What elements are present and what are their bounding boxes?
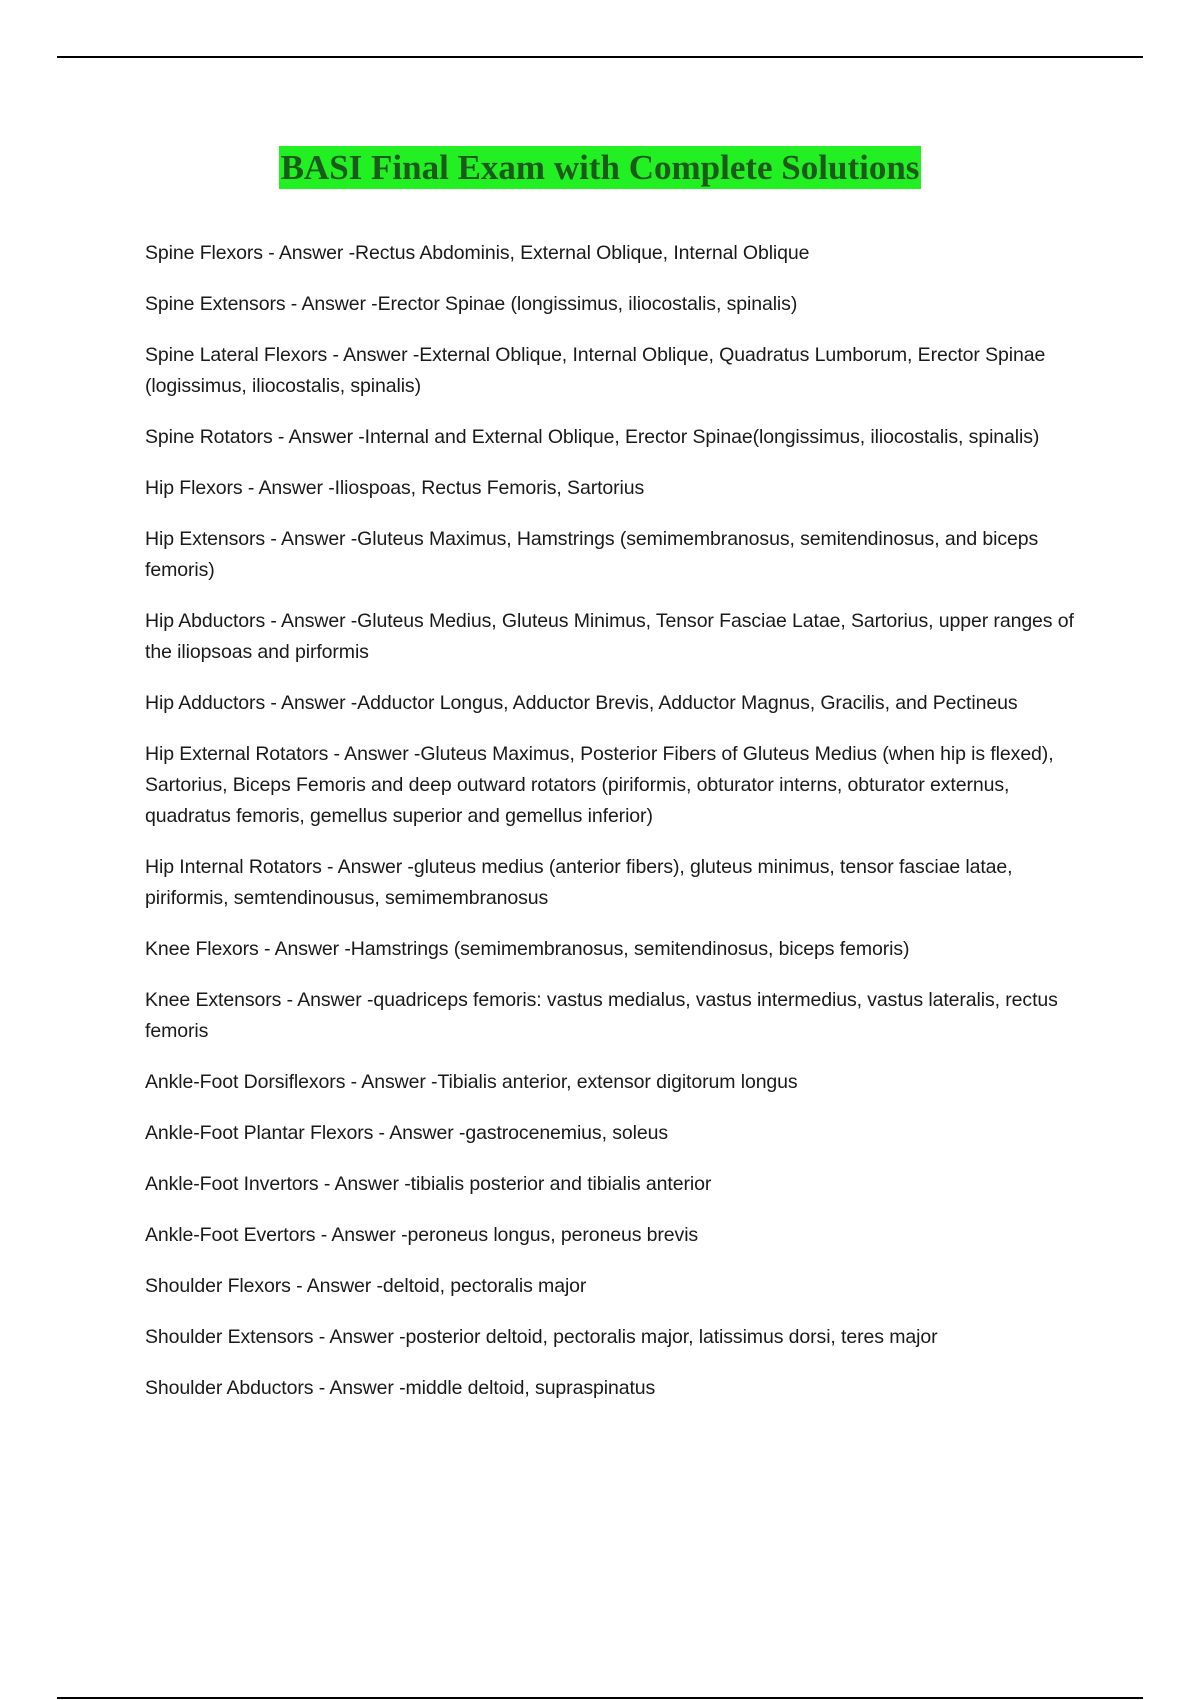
top-rule	[57, 56, 1143, 58]
qa-item-hip-flexors: Hip Flexors - Answer -Iliospoas, Rectus Femoris, Sartorius	[145, 477, 645, 499]
qa-item-spine-lateral-flexors: Spine Lateral Flexors - Answer -External Oblique, Internal Oblique, Quadratus Lumborum, Erector Spinae (logissimus, iliocostalis, spinalis)	[145, 344, 1046, 397]
qa-item-hip-external-rotators: Hip External Rotators - Answer -Gluteus Maximus, Posterior Fibers of Gluteus Medius (when hip is flexed), Sartorius, Biceps Femoris and deep outward rotators (piriformis, obturator interns, obturator externus, quadratus femoris, gemellus superior and gemellus inferior)	[145, 743, 1054, 827]
qa-item-ankle-foot-evertors: Ankle-Foot Evertors - Answer -peroneus longus, peroneus brevis	[145, 1224, 699, 1246]
qa-item-shoulder-extensors: Shoulder Extensors - Answer -posterior deltoid, pectoralis major, latissimus dorsi, teres major	[145, 1326, 938, 1348]
document-title: BASI Final Exam with Complete Solutions	[280, 148, 920, 187]
title-container	[0, 146, 1200, 189]
qa-item-spine-flexors: Spine Flexors - Answer -Rectus Abdominis, External Oblique, Internal Oblique	[145, 242, 810, 264]
qa-item-shoulder-flexors: Shoulder Flexors - Answer -deltoid, pectoralis major	[145, 1275, 587, 1297]
qa-item-ankle-foot-dorsiflexors: Ankle-Foot Dorsiflexors - Answer -Tibialis anterior, extensor digitorum longus	[145, 1071, 798, 1093]
qa-item-shoulder-abductors: Shoulder Abductors - Answer -middle deltoid, supraspinatus	[145, 1377, 656, 1399]
qa-item-spine-rotators: Spine Rotators - Answer -Internal and External Oblique, Erector Spinae(longissimus, iliocostalis, spinalis)	[145, 426, 1040, 448]
qa-item-knee-flexors: Knee Flexors - Answer -Hamstrings (semimembranosus, semitendinosus, biceps femoris)	[145, 938, 910, 960]
qa-item-knee-extensors: Knee Extensors - Answer -quadriceps femoris: vastus medialus, vastus intermedius, vastus lateralis, rectus femoris	[145, 989, 1058, 1042]
qa-item-ankle-foot-plantar-flexors: Ankle-Foot Plantar Flexors - Answer -gastrocenemius, soleus	[145, 1122, 668, 1144]
qa-item-hip-internal-rotators: Hip Internal Rotators - Answer -gluteus medius (anterior fibers), gluteus minimus, tensor fasciae latae, piriformis, semtendinousus, semimembranosus	[145, 856, 1013, 909]
qa-item-hip-extensors: Hip Extensors - Answer -Gluteus Maximus, Hamstrings (semimembranosus, semitendinosus, and biceps femoris)	[145, 528, 1039, 581]
answer-list	[145, 238, 1095, 1424]
qa-item-spine-extensors: Spine Extensors - Answer -Erector Spinae (longissimus, iliocostalis, spinalis)	[145, 293, 798, 315]
qa-item-ankle-foot-invertors: Ankle-Foot Invertors - Answer -tibialis posterior and tibialis anterior	[145, 1173, 712, 1195]
qa-item-hip-adductors: Hip Adductors - Answer -Adductor Longus, Adductor Brevis, Adductor Magnus, Gracilis, and Pectineus	[145, 692, 1018, 714]
bottom-rule	[57, 1697, 1143, 1699]
qa-item-hip-abductors: Hip Abductors - Answer -Gluteus Medius, Gluteus Minimus, Tensor Fasciae Latae, Sartorius, upper ranges of the iliopsoas and pirformis	[145, 610, 1074, 663]
